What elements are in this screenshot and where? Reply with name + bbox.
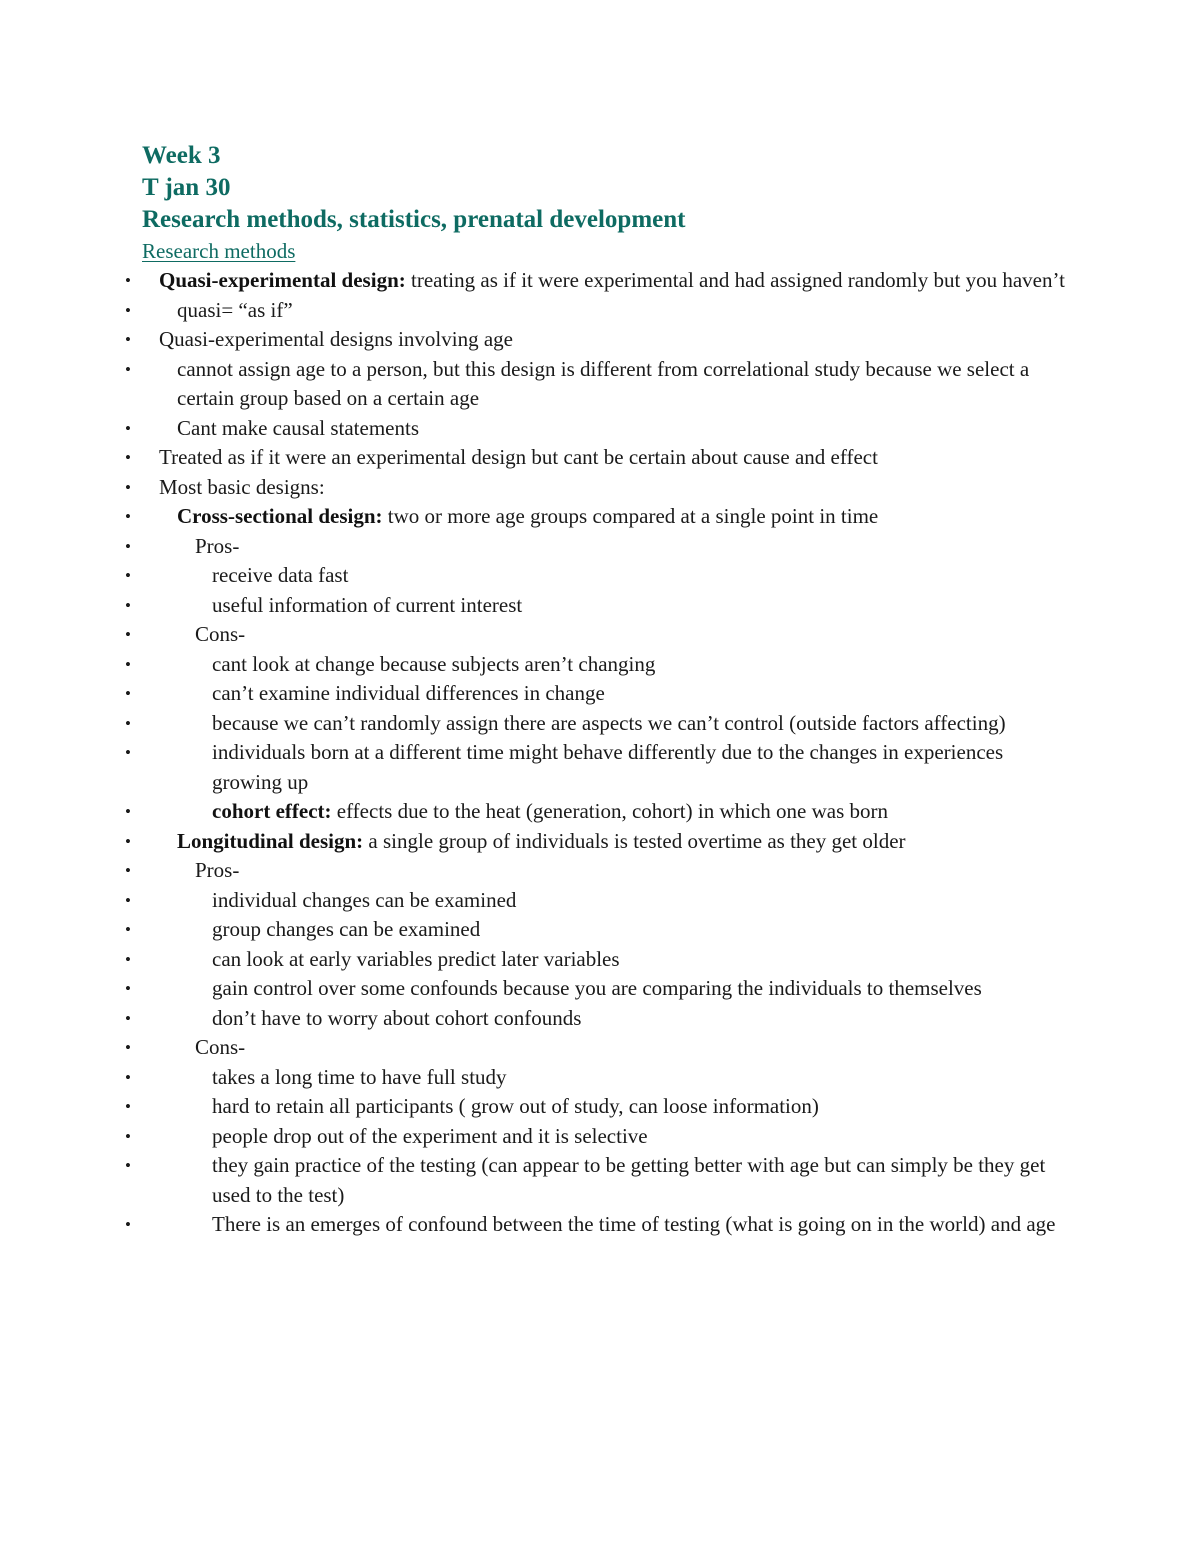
list-item-text: can’t examine individual differences in change bbox=[212, 681, 605, 705]
list-item-text: quasi= “as if” bbox=[177, 297, 293, 322]
list-item bbox=[142, 974, 1072, 1004]
list-item-text: useful information of current interest bbox=[212, 592, 523, 617]
list-item bbox=[142, 827, 1072, 857]
list-item-text: they gain practice of the testing (can appear to be getting better with age but can simply be they get used to the test) bbox=[212, 1153, 1046, 1207]
list-item bbox=[142, 915, 1072, 945]
list-item-text: a single group of individuals is tested overtime as they get older bbox=[363, 828, 906, 853]
heading-topics: Research methods, statistics, prenatal development bbox=[142, 206, 686, 233]
list-item-text: hard to retain all participants ( grow out of study, can loose information) bbox=[212, 1094, 819, 1118]
list-item bbox=[142, 709, 1072, 739]
list-item-text: receive data fast bbox=[212, 563, 349, 587]
term-label: Quasi-experimental design: bbox=[159, 268, 406, 292]
list-item bbox=[142, 266, 1072, 296]
list-item bbox=[142, 1151, 1072, 1210]
list-item-text: Cons- bbox=[195, 1035, 246, 1059]
list-item-text: can look at early variables predict later variables bbox=[212, 946, 620, 971]
list-item-text: two or more age groups compared at a single point in time bbox=[382, 504, 879, 528]
list-item-text: takes a long time to have full study bbox=[212, 1064, 507, 1089]
list-item bbox=[142, 1033, 1072, 1063]
list-item bbox=[142, 1004, 1072, 1034]
list-item-text: treating as if it were experimental and had assigned randomly but you haven’t bbox=[405, 268, 1065, 292]
list-item bbox=[142, 679, 1072, 709]
list-item bbox=[142, 886, 1072, 916]
list-item bbox=[142, 414, 1072, 444]
list-item bbox=[142, 945, 1072, 975]
list-item bbox=[142, 1092, 1072, 1122]
list-item bbox=[142, 502, 1072, 532]
list-item-text: Treated as if it were an experimental design but cant be certain about cause and effect bbox=[159, 445, 878, 469]
list-item-text: Pros- bbox=[195, 533, 240, 558]
list-item-text: Cons- bbox=[195, 622, 246, 646]
list-item-text: Quasi-experimental designs involving age bbox=[159, 327, 513, 351]
document-body bbox=[142, 140, 1072, 1240]
list-item bbox=[142, 325, 1072, 355]
list-item-text: don’t have to worry about cohort confounds bbox=[212, 1005, 582, 1030]
list-item bbox=[142, 561, 1072, 591]
list-item-text: Cant make causal statements bbox=[177, 415, 420, 440]
list-item bbox=[142, 738, 1072, 797]
list-item bbox=[142, 650, 1072, 680]
list-item-text: individual changes can be examined bbox=[212, 887, 517, 912]
list-item bbox=[142, 473, 1072, 503]
list-item bbox=[142, 355, 1072, 414]
term-label: Cross-sectional design: bbox=[177, 504, 383, 528]
list-item bbox=[142, 1063, 1072, 1093]
list-item-text: people drop out of the experiment and it is selective bbox=[212, 1123, 648, 1148]
list-item-text: Most basic designs: bbox=[159, 474, 325, 499]
list-item-text: cannot assign age to a person, but this design is different from correlational study because we select a certain group based on a certain age bbox=[177, 356, 1030, 410]
list-item-text: because we can’t randomly assign there are aspects we can’t control (outside factors affecting) bbox=[212, 710, 1006, 735]
term-label: Longitudinal design: bbox=[177, 828, 364, 853]
list-item bbox=[142, 1210, 1072, 1240]
notes-list bbox=[142, 266, 1072, 1240]
list-item bbox=[142, 532, 1072, 562]
list-item bbox=[142, 296, 1072, 326]
list-item bbox=[142, 591, 1072, 621]
list-item-text: There is an emerges of confound between the time of testing (what is going on in the world) and age bbox=[212, 1212, 1056, 1236]
section-link-research-methods[interactable]: Research methods bbox=[142, 239, 296, 263]
list-item bbox=[142, 443, 1072, 473]
heading-week: Week 3 bbox=[142, 142, 221, 169]
list-item-text: individuals born at a different time might behave differently due to the changes in experiences growing up bbox=[212, 740, 1004, 794]
heading-date: T jan 30 bbox=[142, 174, 231, 201]
list-item bbox=[142, 1122, 1072, 1152]
list-item bbox=[142, 620, 1072, 650]
list-item-text: effects due to the heat (generation, cohort) in which one was born bbox=[331, 799, 888, 823]
list-item bbox=[142, 856, 1072, 886]
list-item-text: group changes can be examined bbox=[212, 917, 481, 941]
list-item-text: gain control over some confounds because you are comparing the individuals to themselves bbox=[212, 976, 982, 1000]
term-label: cohort effect: bbox=[212, 799, 332, 823]
list-item-text: Pros- bbox=[195, 858, 240, 882]
list-item bbox=[142, 797, 1072, 827]
list-item-text: cant look at change because subjects aren’t changing bbox=[212, 651, 656, 676]
